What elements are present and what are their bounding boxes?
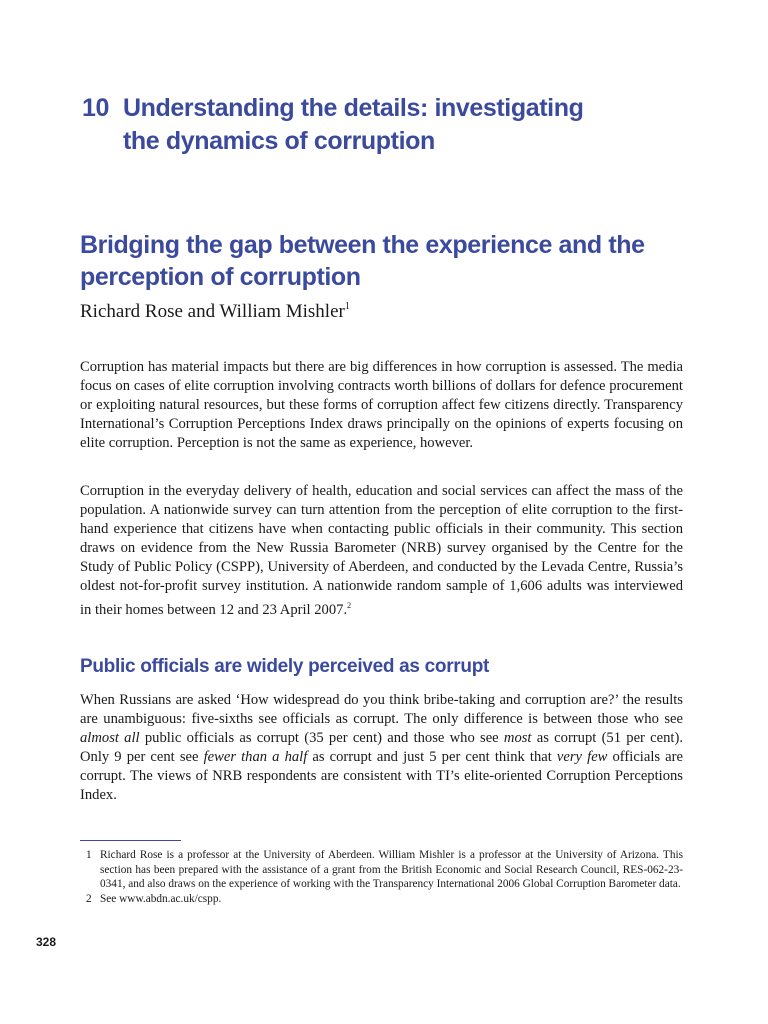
footnote-number: 2 (86, 892, 92, 905)
p3-part1: When Russians are asked ‘How widespread do you think bribe-taking and corruption are?’ the results are unambiguous: five-sixths see officials as corrupt. The only difference is between those who see (80, 692, 683, 727)
footnotes (86, 848, 683, 906)
subheading: Public officials are widely perceived as corrupt (80, 656, 490, 677)
p3-emphasis-fewer: fewer than a half (203, 749, 308, 765)
footnote-divider (80, 840, 181, 841)
paragraph-intro: Corruption has material impacts but there are big differences in how corruption is assessed. The media focus on cases of elite corruption involving contracts worth billions of dollars for defence procurement or exploiting natural resources, but these forms of corruption affect few citizens directly. Transparency International’s Corruption Perceptions Index draws principally on the opinions of experts focusing on elite corruption. Perception is not the same as experience, however. (80, 359, 683, 451)
section-title (80, 229, 700, 293)
chapter-title-line2: the dynamics of corruption (123, 127, 435, 155)
p3-emphasis-most: most (503, 730, 532, 746)
paragraph-survey (80, 482, 683, 620)
authors-footnote-marker: 1 (344, 301, 350, 312)
authors: Richard Rose and William Mishler (80, 301, 345, 322)
chapter-number: 10 (82, 94, 110, 122)
chapter-heading (82, 92, 702, 158)
p3-part2: public officials as corrupt (35 per cent) and those who see (139, 730, 504, 746)
p3-emphasis-very-few: very few (556, 749, 608, 765)
chapter-title-line1: Understanding the details: investigating (123, 94, 584, 122)
footnote-marker-2: 2 (347, 601, 352, 610)
section-title-line2: perception of corruption (80, 263, 361, 291)
footnote-text: Richard Rose is a professor at the University of Aberdeen. William Mishler is a professor at the University of Arizona. This section has been prepared with the assistance of a grant from the British Economic and Social Research Council, RES-062-23-0341, and also draws on the experience of working with the Transparency International 2006 Global Corruption Barometer data. (100, 849, 683, 891)
p3-part3: as corrupt (51 per cent). Only 9 per cent see (80, 730, 683, 765)
footnote (86, 892, 683, 907)
paragraph-perception (80, 691, 683, 805)
p3-part5: officials are corrupt. The views of NRB respondents are consistent with TI’s elite-oriented Corruption Perceptions Index. (80, 749, 683, 803)
footnote (86, 848, 683, 892)
authors-line (80, 295, 700, 324)
footnote-text: See www.abdn.ac.uk/cspp. (100, 892, 222, 905)
page-number: 328 (36, 935, 57, 949)
footnote-number: 1 (86, 849, 92, 861)
paragraph-survey-text: Corruption in the everyday delivery of health, education and social services can affect the mass of the population. A nationwide survey can turn attention from the perception of elite corruption to the first-hand experience that citizens have when contacting public officials in their community. This section draws on evidence from the New Russia Barometer (NRB) survey organised by the Centre for the Study of Public Policy (CSPP), University of Aberdeen, and conducted by the Levada Centre, Russia’s oldest not-for-profit survey institution. A nationwide random sample of 1,606 adults was interviewed in their homes between 12 and 23 April 2007. (80, 483, 683, 618)
p3-emphasis-almost-all: almost all (80, 730, 140, 746)
section-title-line1: Bridging the gap between the experience and the (80, 231, 645, 259)
p3-part4: as corrupt and just 5 per cent think that (307, 749, 557, 765)
